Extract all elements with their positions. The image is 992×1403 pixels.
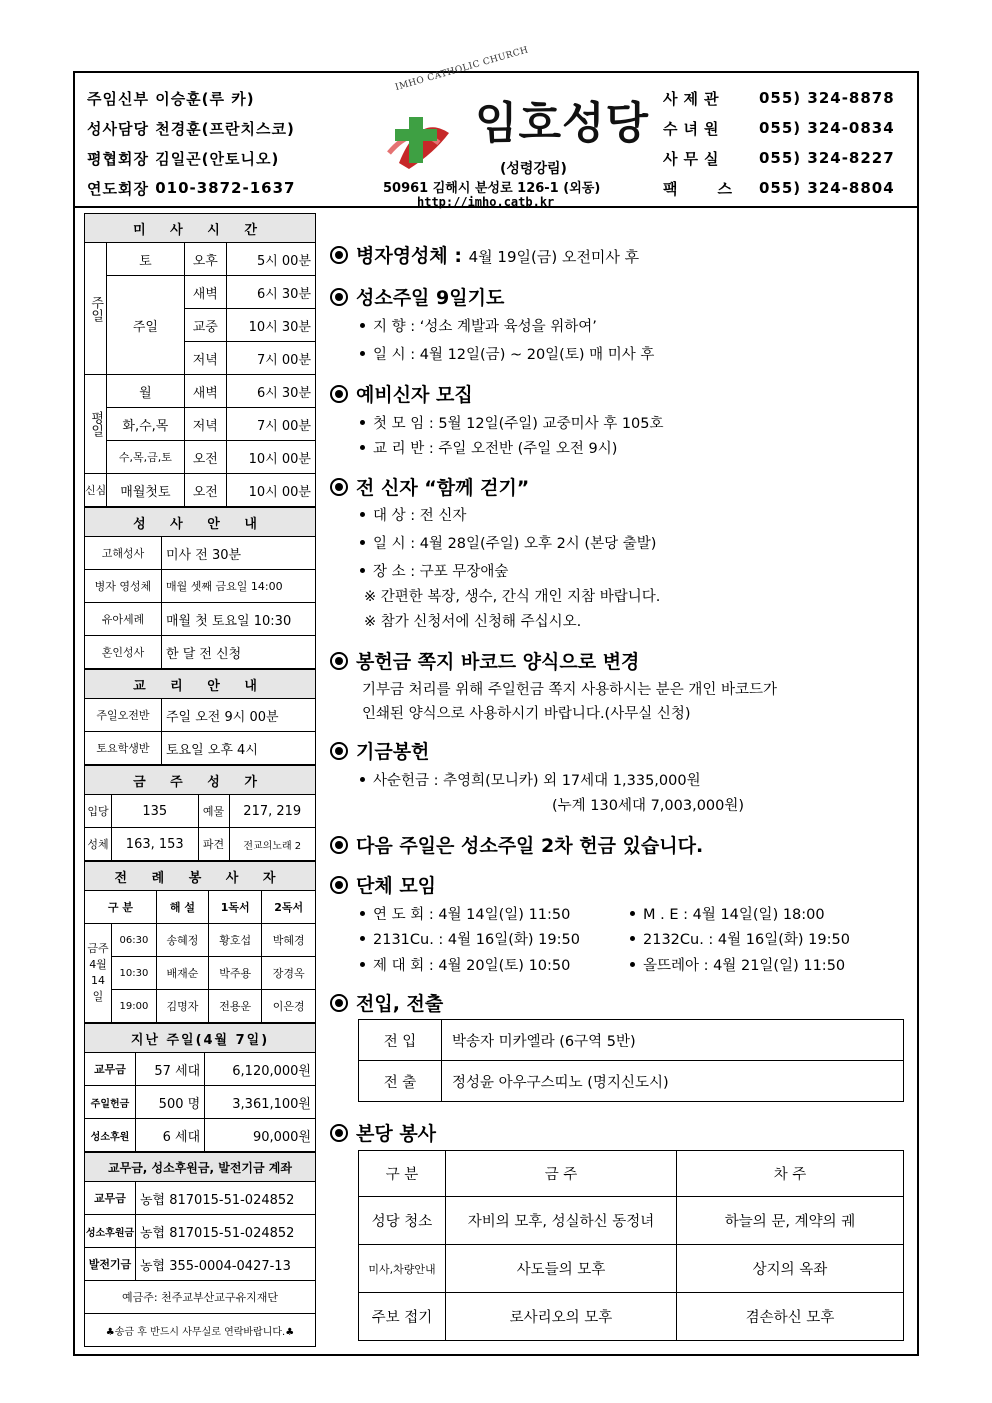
info-text: 사순헌금 : 추영희(모니카) 외 17세대 1,335,000원 [373,773,701,789]
sacrament-label: 고해성사 [85,537,162,570]
info-line [360,504,466,525]
info-line [360,343,654,364]
dot-icon [360,323,365,328]
sacrament-label: 병자 영성체 [85,570,162,603]
service-next-week: 겸손하신 모후 [677,1293,904,1341]
phone-value: 055) 324-8878 [759,89,895,107]
section-bullet-icon [330,288,348,306]
info-text: 첫 모 임 : 5월 12일(주일) 교중미사 후 105호 [373,416,664,432]
clergy-row [87,83,337,113]
mass-schedule-title: 미 사 시 간 [85,214,316,243]
info-text: 기부금 처리를 위해 주일헌금 쪽지 사용하시는 분은 개인 바코드가 [362,682,778,698]
section-title: 전입, 전출 [356,993,444,1015]
mass-period: 오전 [184,474,227,507]
account-note: ♣송금 후 반드시 사무실로 연락바랍니다.♣ [85,1314,316,1347]
catechism-label: 토요학생반 [85,732,162,765]
service-table [358,1150,904,1341]
offering-label: 교무금 [85,1053,136,1086]
meeting-text: 2132Cu. : 4월 16일(화) 19:50 [643,932,850,948]
offering-amount: 6,120,000원 [205,1053,316,1086]
phone-row [663,143,913,173]
section-parish-service [330,1119,436,1146]
dot-icon [360,351,365,356]
info-text: 장 소 : 구포 무장애숲 [373,564,509,580]
info-line [360,532,656,553]
section-catechumen [330,380,473,407]
catechism-title: 교 리 안 내 [85,670,316,699]
section-title: 전 신자 “함께 걷기” [356,477,530,499]
info-line [360,769,701,790]
mass-day: 화,수,목 [107,408,184,441]
section-walk-together [330,473,529,500]
phone-row [663,173,913,203]
phone-value: 055) 324-8227 [759,149,895,167]
clergy-value: 010-3872-1637 [155,179,296,197]
clergy-label: 성사담당 [87,119,149,138]
mass-special-label: 신심 [85,474,107,507]
offering-amount: 90,000원 [205,1119,316,1152]
phone-list [663,83,913,203]
service-header: 금 주 [446,1151,677,1197]
minister-name: 박혜경 [262,924,316,957]
service-category: 성당 청소 [359,1197,446,1245]
minister-name: 박주용 [208,957,261,990]
section-transfer [330,989,443,1016]
transfer-label: 전 입 [359,1020,442,1061]
sacrament-value: 매월 첫 토요일 10:30 [162,603,316,636]
section-group-meetings [330,871,436,898]
phone-row [663,113,913,143]
info-line [360,437,617,458]
clergy-label: 주임신부 [87,89,149,108]
mass-period: 교중 [184,309,227,342]
phone-row [663,83,913,113]
catechism-value: 주일 오전 9시 00분 [162,699,316,732]
minister-time: 10:30 [112,957,157,990]
section-title: 성소주일 9일기도 [356,287,505,309]
section-vocation-novena [330,283,504,310]
phone-value: 055) 324-0834 [759,119,895,137]
clergy-list [87,83,337,203]
service-next-week: 상지의 옥좌 [677,1245,904,1293]
section-fund-offering [330,737,429,764]
offering-count: 57 세대 [136,1053,205,1086]
ministers-header: 구 분 [85,891,157,924]
church-english-name: IMHO CATHOLIC CHURCH [394,45,530,93]
mass-day: 주일 [107,276,184,375]
mass-period: 오후 [184,243,227,276]
catechism-value: 토요일 오후 4시 [162,732,316,765]
service-category: 주보 접기 [359,1293,446,1341]
section-title: 기금봉헌 [356,741,430,763]
church-name: 임호성당 [475,98,650,149]
info-note: ※ 참가 신청서에 신청해 주십시오. [364,614,582,630]
section-title: 단체 모임 [356,875,437,897]
clergy-label: 연도회장 [87,179,149,198]
phone-value: 055) 324-8804 [759,179,895,197]
info-text: (누계 130세대 7,003,000원) [552,798,745,814]
phone-label: 팩스 [663,179,772,198]
section-bullet-icon [330,876,348,894]
mass-day: 매월첫토 [107,474,184,507]
sacrament-value: 매월 셋째 금요일 14:00 [162,570,316,603]
meeting-line [360,903,570,924]
meeting-line [360,928,580,949]
sacrament-value: 미사 전 30분 [162,537,316,570]
mass-period: 새벽 [184,276,227,309]
church-logo-icon [379,103,459,175]
last-week-table [84,1023,316,1152]
offering-label: 주일헌금 [85,1086,136,1119]
minister-name: 전용운 [208,990,261,1023]
service-this-week: 로사리오의 모후 [446,1293,677,1341]
church-address: 50961 김해시 분성로 126-1 (외동) [383,181,601,196]
weekday-label: 평일 [85,375,107,474]
hymn-label: 파견 [198,828,229,861]
transfer-value: 정성윤 아우구스띠노 (명지신도시) [442,1061,904,1102]
clergy-value: 천경훈(프란치스코) [155,119,295,138]
offering-count: 6 세대 [136,1119,205,1152]
mass-period: 저녁 [184,342,227,375]
dot-icon [360,445,365,450]
section-bullet-icon [330,246,348,264]
hymn-number: 163, 153 [112,828,199,861]
meeting-line [360,954,570,975]
dot-icon [360,962,365,967]
mass-time: 7시 00분 [227,408,316,441]
mass-time: 6시 30분 [227,375,316,408]
service-header: 구 분 [359,1151,446,1197]
accounts-title: 교무금, 성소후원금, 발전기금 계좌 [85,1153,316,1182]
section-sick-communion [330,241,639,268]
dot-icon [360,568,365,573]
mass-period: 저녁 [184,408,227,441]
dot-icon [360,540,365,545]
bulletin-frame [73,45,919,1356]
church-masthead [365,45,665,209]
meeting-text: 제 대 회 : 4월 20일(토) 10:50 [373,958,571,974]
hymn-label: 입당 [85,795,112,828]
phone-label: 수녀원 [663,119,725,138]
section-title: 병자영성체 : [356,245,462,267]
transfer-label: 전 출 [359,1061,442,1102]
service-this-week: 자비의 모후, 성실하신 동정녀 [446,1197,677,1245]
minister-name: 김명자 [156,990,208,1023]
meeting-line [630,928,850,949]
info-note: ※ 간편한 복장, 생수, 간식 개인 지참 바랍니다. [364,589,661,605]
church-subtitle: (성령강림) [500,161,567,177]
dot-icon [360,911,365,916]
section-bullet-icon [330,1124,348,1142]
mass-period: 새벽 [184,375,227,408]
minister-name: 배재순 [156,957,208,990]
info-line [360,315,597,336]
ministers-header: 2독서 [262,891,316,924]
dot-icon [630,936,635,941]
hymn-number: 217, 219 [229,795,316,828]
mass-time: 7시 00분 [227,342,316,375]
mass-period: 오전 [184,441,227,474]
sacrament-label: 혼인성사 [85,636,162,669]
service-header: 차 주 [677,1151,904,1197]
transfer-value: 박송자 미카엘라 (6구역 5반) [442,1020,904,1061]
mass-time: 6시 30분 [227,276,316,309]
dot-icon [630,962,635,967]
hymns-title: 금 주 성 가 [85,766,316,795]
info-text: 교 리 반 : 주일 오전반 (주일 오전 9시) [373,441,618,457]
meeting-line [630,903,825,924]
section-title: 다음 주일은 성소주일 2차 헌금 있습니다. [356,835,704,857]
mass-time: 10시 00분 [227,474,316,507]
sacrament-title: 성 사 안 내 [85,508,316,537]
sacrament-value: 한 달 전 신청 [162,636,316,669]
dot-icon [360,512,365,517]
section-bullet-icon [330,652,348,670]
mass-day: 토 [107,243,184,276]
clergy-value: 이승훈(루 카) [155,89,255,108]
dot-icon [360,777,365,782]
offering-amount: 3,361,100원 [205,1086,316,1119]
sidebar [84,213,316,1347]
info-text: 일 시 : 4월 12일(금) ~ 20일(토) 매 미사 후 [373,347,655,363]
mass-time: 10시 30분 [227,309,316,342]
ministers-table [84,861,316,1023]
ministers-date: 금주 4월 14일 [85,924,112,1023]
account-number: 농협 817015-51-024852 [136,1182,316,1215]
section-second-collection [330,831,703,858]
section-title: 본당 봉사 [356,1123,437,1145]
sunday-label: 주일 [85,243,107,375]
mass-day: 월 [107,375,184,408]
dot-icon [360,936,365,941]
header-divider [75,206,917,208]
minister-time: 06:30 [112,924,157,957]
hymns-table [84,765,316,861]
minister-name: 이은경 [262,990,316,1023]
phone-label: 사무실 [663,149,725,168]
ministers-header: 해 설 [156,891,208,924]
info-line [360,412,664,433]
section-bullet-icon [330,836,348,854]
mass-day: 수,목,금,토 [107,441,184,474]
ministers-title: 전 례 봉 사 자 [85,862,316,891]
section-title: 예비신자 모집 [356,384,473,406]
last-week-title: 지난 주일(4월 7일) [85,1024,316,1053]
transfer-table [358,1019,904,1102]
section-note: 4월 19일(금) 오전미사 후 [468,248,640,266]
meeting-line [630,954,845,975]
hymn-label: 예물 [198,795,229,828]
account-holder: 예금주: 천주교부산교구유지재단 [85,1281,316,1314]
mass-schedule-table [84,213,316,507]
offering-count: 500 명 [136,1086,205,1119]
dot-icon [360,420,365,425]
catechism-label: 주일오전반 [85,699,162,732]
hymn-number: 135 [112,795,199,828]
sacrament-label: 유아세례 [85,603,162,636]
minister-time: 19:00 [112,990,157,1023]
minister-name: 장경옥 [262,957,316,990]
account-number: 농협 355-0004-0427-13 [136,1248,316,1281]
meeting-text: 연 도 회 : 4월 14일(일) 11:50 [373,907,571,923]
service-this-week: 사도들의 모후 [446,1245,677,1293]
minister-name: 황호섭 [208,924,261,957]
account-number: 농협 817015-51-024852 [136,1215,316,1248]
sacrament-table [84,507,316,669]
info-text: 지 향 : ‘성소 계발과 육성을 위하여’ [373,319,597,335]
account-label: 성소후원금 [85,1215,136,1248]
church-url[interactable]: http://imho.catb.kr [417,195,555,209]
section-title: 봉헌금 쪽지 바코드 양식으로 변경 [356,651,640,673]
service-next-week: 하늘의 문, 계약의 궤 [677,1197,904,1245]
mass-time: 5시 00분 [227,243,316,276]
section-barcode [330,647,639,674]
service-category: 미사,차량안내 [359,1245,446,1293]
info-text: 인쇄된 양식으로 사용하시기 바랍니다.(사무실 신청) [362,706,691,722]
section-bullet-icon [330,742,348,760]
section-bullet-icon [330,994,348,1012]
info-text: 일 시 : 4월 28일(주일) 오후 2시 (본당 출발) [373,536,657,552]
meeting-text: M . E : 4월 14일(일) 18:00 [643,907,825,923]
meeting-text: 올뜨레아 : 4월 21일(일) 11:50 [643,958,846,974]
accounts-table [84,1152,316,1347]
info-text: 대 상 : 전 신자 [373,508,467,524]
clergy-value: 김일곤(안토니오) [155,149,280,168]
hymn-number: 전교의노래 2 [229,828,316,861]
section-bullet-icon [330,385,348,403]
ministers-header: 1독서 [208,891,261,924]
account-label: 발전기금 [85,1248,136,1281]
dot-icon [630,911,635,916]
clergy-label: 평협회장 [87,149,149,168]
info-line [360,560,508,581]
catechism-table [84,669,316,765]
phone-label: 사제관 [663,89,725,108]
hymn-label: 성체 [85,828,112,861]
clergy-row [87,113,337,143]
account-label: 교무금 [85,1182,136,1215]
clergy-row [87,173,337,203]
offering-label: 성소후원 [85,1119,136,1152]
section-bullet-icon [330,478,348,496]
minister-name: 송혜정 [156,924,208,957]
clergy-row [87,143,337,173]
meeting-text: 2131Cu. : 4월 16일(화) 19:50 [373,932,580,948]
mass-time: 10시 00분 [227,441,316,474]
